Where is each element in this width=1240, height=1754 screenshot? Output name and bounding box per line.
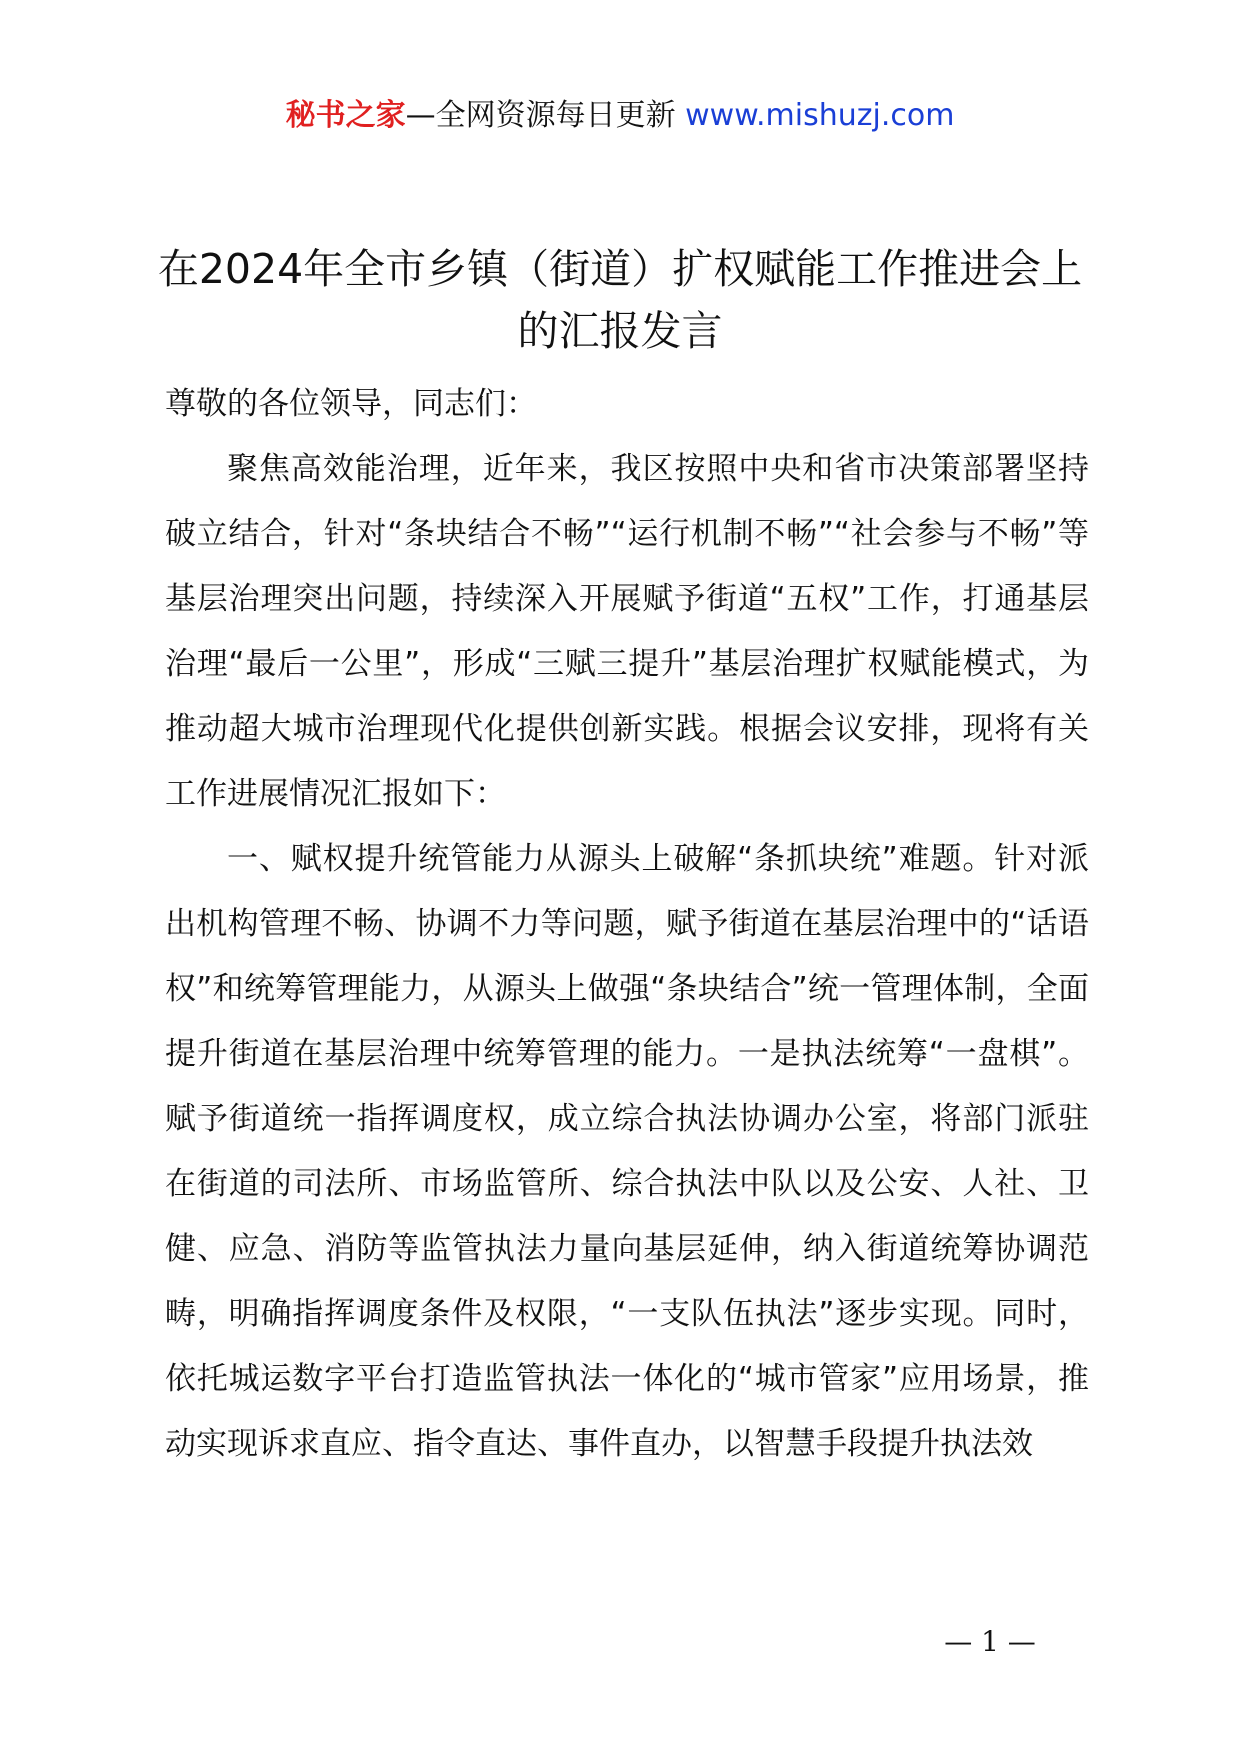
site-url-link[interactable]: www.mishuzj.com xyxy=(685,98,955,133)
document-body xyxy=(165,372,1089,1477)
body-paragraph: 聚焦高效能治理，近年来，我区按照中央和省市决策部署坚持破立结合，针对“条块结合不畅”“运行机制不畅”“社会参与不畅”等基层治理突出问题，持续深入开展赋予街道“五权”工作，打通基层治理“最后一公里”，形成“三赋三提升”基层治理扩权赋能模式，为推动超大城市治理现代化提供创新实践。根据会议安排，现将有关工作进展情况汇报如下： xyxy=(165,451,1089,812)
header-tagline: —全网资源每日更新 xyxy=(405,98,686,133)
body-paragraph: 一、赋权提升统管能力从源头上破解“条抓块统”难题。针对派出机构管理不畅、协调不力等问题，赋予街道在基层治理中的“话语权”和统筹管理能力，从源头上做强“条块结合”统一管理体制，全面提升街道在基层治理中统筹管理的能力。一是执法统筹“一盘棋”。赋予街道统一指挥调度权，成立综合执法协调办公室，将部门派驻在街道的司法所、市场监管所、综合执法中队以及公安、人社、卫健、应急、消防等监管执法力量向基层延伸，纳入街道统筹协调范畴，明确指挥调度条件及权限，“一支队伍执法”逐步实现。同时，依托城运数字平台打造监管执法一体化的“城市管家”应用场景，推动实现诉求直应、指令直达、事件直办，以智慧手段提升执法效 xyxy=(165,841,1089,1462)
page-number: — 1 — xyxy=(944,1625,1036,1658)
salutation: 尊敬的各位领导，同志们： xyxy=(165,386,537,422)
document-title: 在2024年全市乡镇（街道）扩权赋能工作推进会上的汇报发言 xyxy=(157,245,1083,355)
brand-name: 秘书之家 xyxy=(285,98,406,133)
site-header-banner xyxy=(0,96,1240,136)
